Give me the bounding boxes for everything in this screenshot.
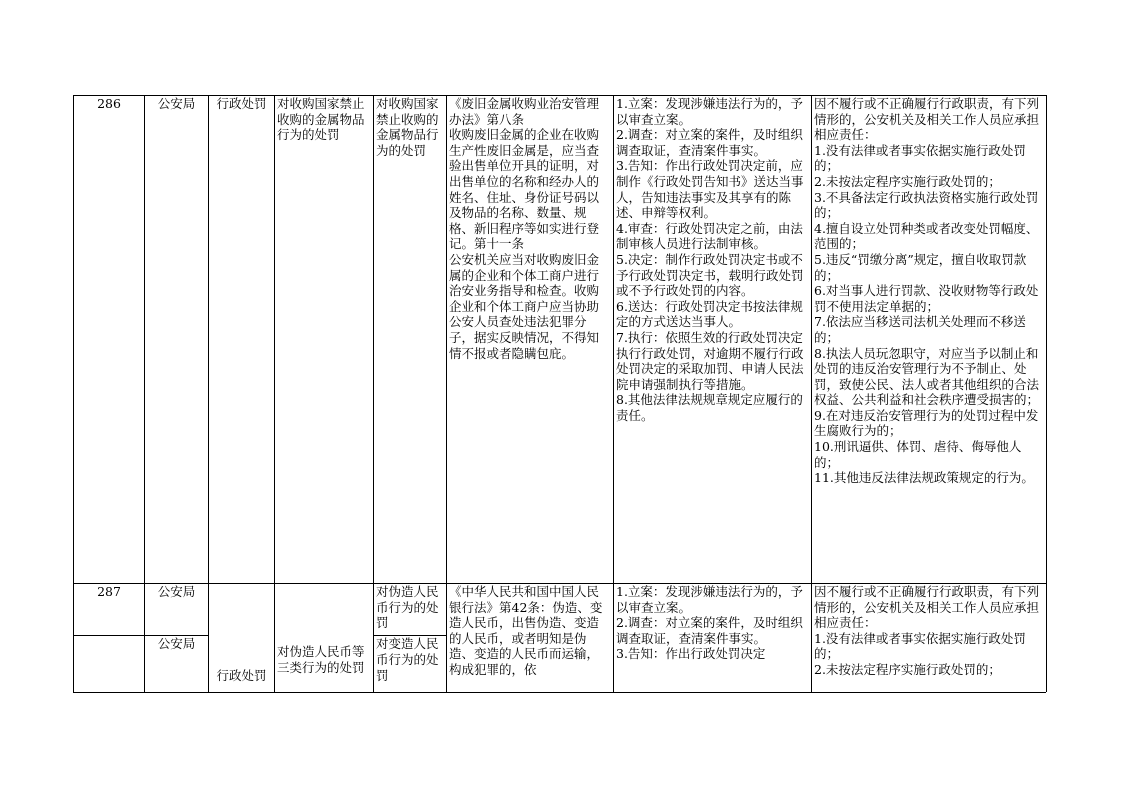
sub-item-text: 对变造人民币行为的处罚 <box>376 636 439 683</box>
procedure-cell <box>614 96 812 584</box>
power-list-table <box>73 95 1047 693</box>
procedure-cell <box>614 584 812 693</box>
table-row <box>74 584 1047 636</box>
legal-basis-text: 《废旧金属收购业治安管理办法》第八条 收购废旧金属的企业在收购生产性废旧金属是，应当查验出售单位开具的证明，对出售单位的名称和经办人的姓名、住址、身份证号码以及物品的名称、数量、规格、新旧程序等如实进行登记。第十一条 公安机关应当对收购废旧金属的企业和个体工商户进行治安业务指导和检查。收购企业和个体工商户应当协助公安人员查处违法犯罪分子，据实反映情况，不得知情不报或者隐瞒包庇。 <box>449 96 600 361</box>
power-type-text: 行政处罚 <box>216 668 267 684</box>
sub-item-cell: 对收购国家禁止收购的金属物品行为的处罚 <box>374 96 447 584</box>
procedure-text: 1.立案：发现涉嫌违法行为的，予以审查立案。 2.调查：对立案的案件，及时组织调查取证，查清案件事实。 3.告知：作出行政处罚决定前，应制作《行政处罚告知书》送达当事人，告知违法事实及其享有的陈述、申辩等权利。 4.审查：行政处罚决定之前，由法制审核人员进行法制审核。 5.决定：制作行政处罚决定书或不予行政处罚决定书，载明行政处罚或不予行政处罚的内容。 6.送达：行政处罚决定书按法律规定的方式送达当事人。 7.执行：依照生效的行政处罚决定执行行政处罚，对逾期不履行行政处罚决定的采取加罚、申请人民法院申请强制执行等措施。 8.其他法律法规规章规定应履行的责任。 <box>616 96 804 423</box>
procedure-text: 1.立案：发现涉嫌违法行为的，予以审查立案。 2.调查：对立案的案件，及时组织调查取证，查清案件事实。 3.告知：作出行政处罚决定 <box>616 584 803 662</box>
item-name-cell <box>275 584 374 693</box>
legal-basis-cell <box>447 96 614 584</box>
power-type-cell <box>209 584 275 693</box>
power-type-cell: 行政处罚 <box>209 96 275 584</box>
legal-basis-text: 《中华人民共和国中国人民银行法》第42条：伪造、变造人民币，出售伪造、变造的人民币，或者明知是伪造、变造的人民币而运输，构成犯罪的，依 <box>449 584 603 677</box>
sub-item-cell: 对伪造人民币行为的处罚 <box>374 584 447 636</box>
item-name-text: 对伪造人民币等三类行为的处罚 <box>277 644 365 675</box>
department-cell: 公安局 <box>145 96 209 584</box>
table-row <box>74 96 1047 584</box>
row-number: 286 <box>74 96 145 584</box>
sub-item-cell <box>374 636 447 693</box>
liability-cell <box>812 584 1047 693</box>
liability-text: 因不履行或不正确履行行政职责，有下列情形的，公安机关及相关工作人员应承担相应责任： 1.没有法律或者事实依据实施行政处罚的； 2.未按法定程序实施行政处罚的； 3.不具备法定行政执法资格实施行政处罚的； 4.擅自设立处罚种类或者改变处罚幅度、范围的； 5.违反“罚缴分离”规定，擅自收取罚款的； 6.对当事人进行罚款、没收财物等行政处罚不使用法定单据的； 7.依法应当移送司法机关处理而不移送的； 8.执法人员玩忽职守，对应当予以制止和处罚的违反治安管理行为不予制止、处罚，致使公民、法人或者其他组织的合法权益、公共利益和社会秩序遭受损害的； 9.在对违反治安管理行为的处罚过程中发生腐败行为的； 10.刑讯逼供、体罚、虐待、侮辱他人的； 11.其他违反法律法规政策规定的行为。 <box>814 96 1040 486</box>
row-number: 287 <box>74 584 145 636</box>
item-name-cell: 对收购国家禁止收购的金属物品行为的处罚 <box>275 96 374 584</box>
row-number-empty <box>74 636 145 693</box>
department-cell: 公安局 <box>145 584 209 636</box>
department-cell: 公安局 <box>145 636 209 693</box>
liability-text: 因不履行或不正确履行行政职责，有下列情形的，公安机关及相关工作人员应承担相应责任： 1.没有法律或者事实依据实施行政处罚的； 2.未按法定程序实施行政处罚的； <box>814 584 1040 677</box>
table-bottom-edge <box>73 692 1046 693</box>
page-bottom-margin <box>60 692 1060 793</box>
liability-cell <box>812 96 1047 584</box>
legal-basis-cell <box>447 584 614 693</box>
